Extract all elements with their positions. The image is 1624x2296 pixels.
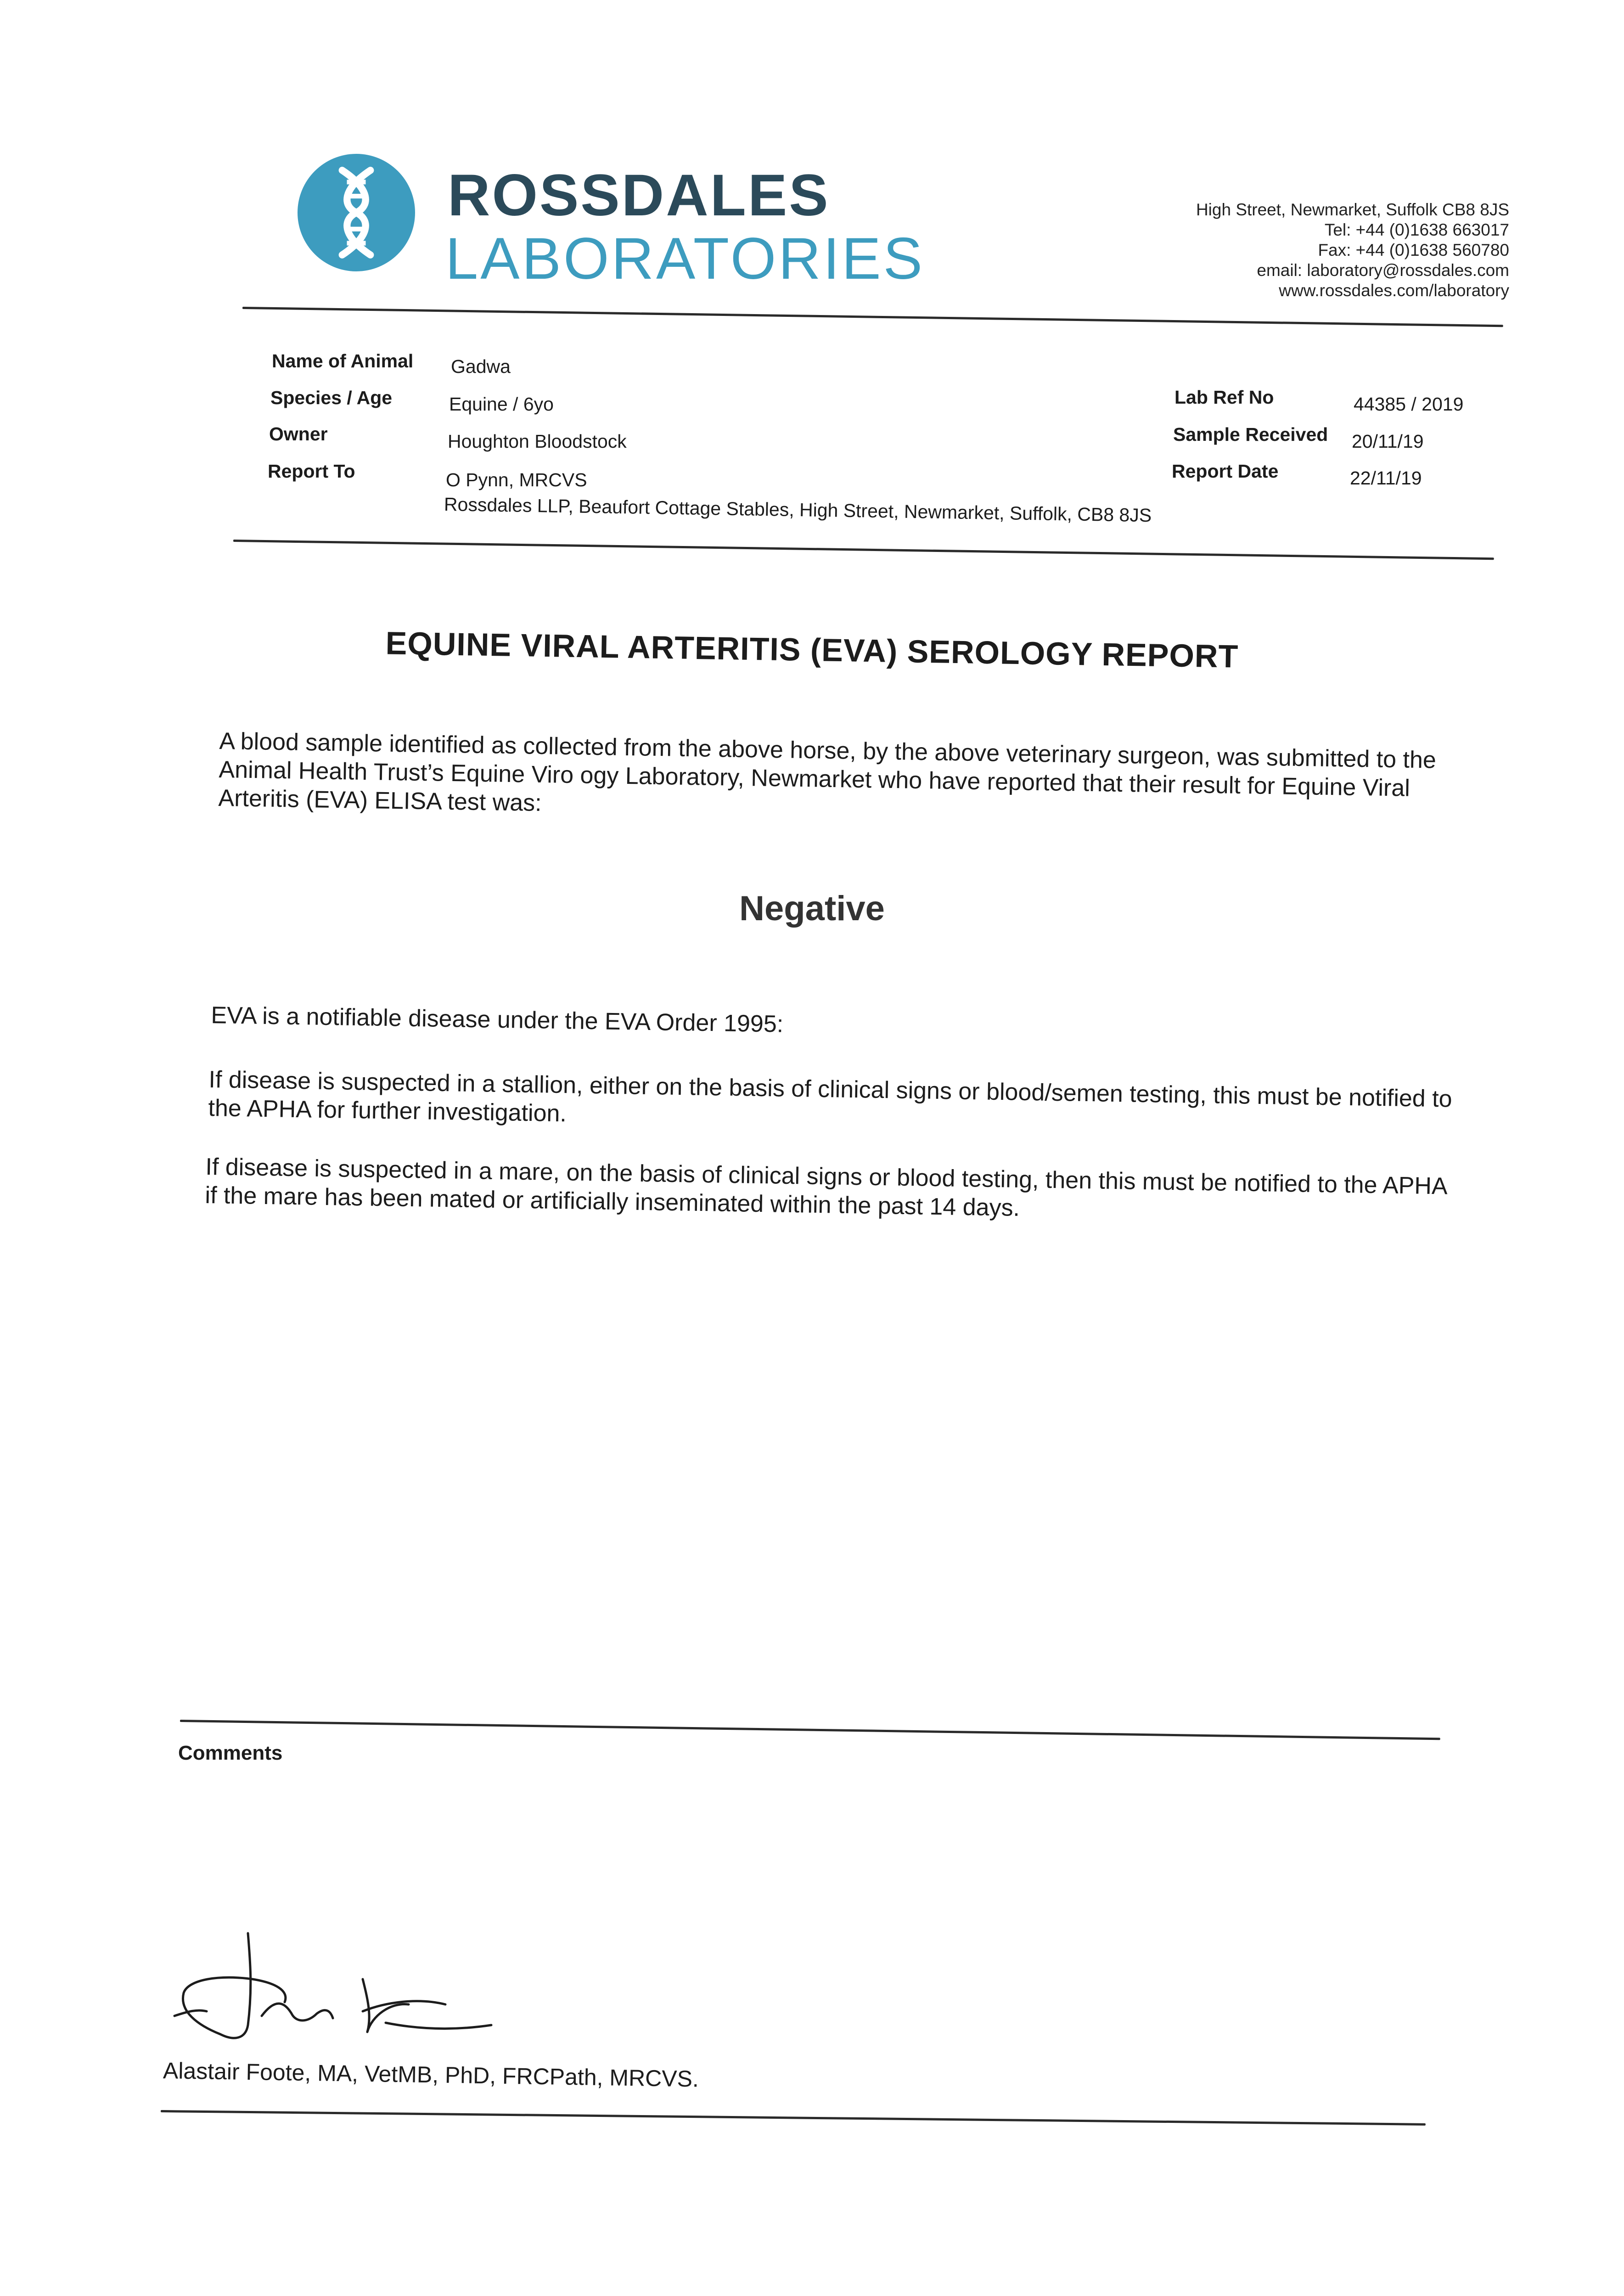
name-of-animal-label: Name of Animal [272,350,414,371]
report-date-value: 22/11/19 [1350,467,1422,489]
report-to-label: Report To [268,461,355,482]
lab-address: High Street, Newmarket, Suffolk CB8 8JS [1196,200,1509,219]
signatory-name: Alastair Foote, MA, VetMB, PhD, FRCPath, MRCVS. [163,2058,699,2092]
lab-website: www.rossdales.com/laboratory [1279,281,1509,300]
mare-paragraph: If disease is suspected in a mare, on the basis of clinical signs or blood testing, then this must be notified to the APHA if the mare has been mated or artificially inseminated within the past 14 days. [205,1153,1447,1221]
report-title: EQUINE VIRAL ARTERITIS (EVA) SEROLOGY REPORT [385,625,1239,675]
intro-paragraph: A blood sample identified as collected from the above horse, by the above veterinary surgeon, was submitted to the Animal Health Trust’s Equine Viro ogy Laboratory, Newmarket who have reported that their result for Equine Viral Arteritis (EVA) ELISA test was: [218,727,1437,817]
stallion-paragraph: If disease is suspected in a stallion, either on the basis of clinical signs or blood/semen testing, this must be notified to the APHA for further investigation. [208,1066,1453,1127]
report-to-address: Rossdales LLP, Beaufort Cottage Stables, High Street, Newmarket, Suffolk, CB8 8JS [444,494,1152,526]
comments-label: Comments [178,1742,283,1764]
lab-telephone: Tel: +44 (0)1638 663017 [1324,220,1509,239]
owner-value: Houghton Bloodstock [448,431,627,452]
dna-helix-icon [298,154,415,271]
report-to-value: O Pynn, MRCVS [446,469,587,490]
sample-received-label: Sample Received [1173,424,1328,445]
lab-contact-block [1196,200,1509,301]
header-divider [242,307,1503,327]
sample-received-value: 20/11/19 [1352,431,1424,452]
species-age-value: Equine / 6yo [449,394,554,415]
lab-fax: Fax: +44 (0)1638 560780 [1318,241,1509,259]
report-date-label: Report Date [1172,461,1279,482]
species-age-label: Species / Age [270,387,393,408]
comments-divider [180,1720,1440,1740]
lab-ref-label: Lab Ref No [1174,387,1274,408]
test-result: Negative [739,889,885,928]
lab-email: email: laboratory@rossdales.com [1257,261,1509,280]
footer-divider [161,2110,1426,2126]
notifiable-notice: EVA is a notifiable disease under the EVA Order 1995: [211,1002,784,1038]
lab-ref-value: 44385 / 2019 [1354,394,1464,415]
name-of-animal-value: Gadwa [451,356,511,377]
brand-name-line2: LABORATORIES [445,226,925,292]
owner-label: Owner [269,423,328,445]
brand-name-line1: ROSSDALES [448,163,830,228]
details-divider [233,540,1494,560]
handwritten-signature [170,1924,500,2062]
